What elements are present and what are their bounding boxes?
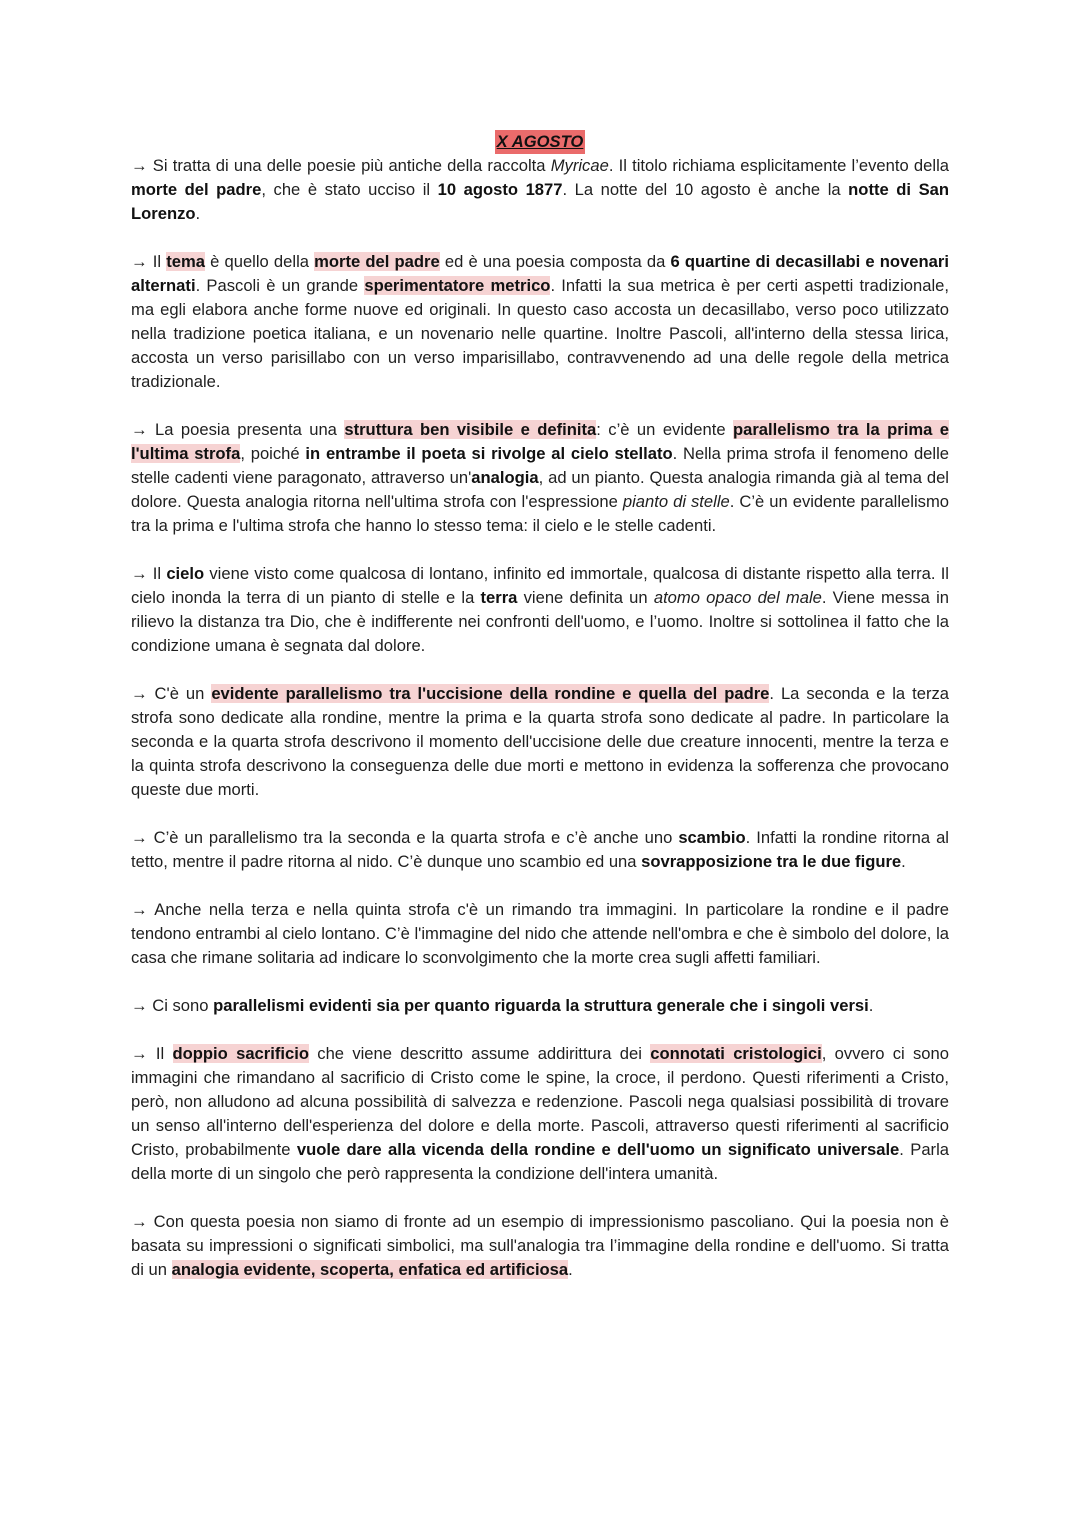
bold-text: sovrapposizione tra le due figure: [641, 852, 902, 871]
bold-text: analogia: [471, 468, 539, 487]
highlighted-text: struttura ben visibile e definita: [344, 420, 597, 439]
text-run: : c’è un evidente: [596, 420, 733, 439]
text-run: è quello della: [204, 252, 315, 271]
document-body: [131, 154, 949, 1282]
text-run: . Il titolo richiama esplicitamente l’evento della: [608, 156, 949, 175]
text-run: , ad un pianto. Questa analogia rimanda già al tema del dolore. Questa analogia ritorna nell'ultima strofa con l'espressione: [131, 468, 949, 511]
text-run: → La poesia presenta una: [131, 420, 345, 439]
paragraph: [131, 994, 949, 1018]
paragraph: [131, 562, 949, 658]
highlighted-text: tema: [166, 252, 205, 271]
paragraph: [131, 898, 949, 970]
text-run: → Anche nella terza e nella quinta strofa c'è un rimando tra immagini. In particolare la rondine e il padre tendono entrambi al cielo lontano. C’è l'immagine del nido che attende nell'ombra e che è simbolo del dolore, la casa che rimane solitaria ad indicare lo sconvolgimento che la morte crea sugli affetti familiari.: [131, 900, 949, 967]
paragraph: [131, 1042, 949, 1186]
paragraph: [131, 250, 949, 394]
bold-text: 6 quartine di decasillabi e novenari alternati: [131, 252, 949, 295]
bold-text: morte del padre: [131, 180, 262, 199]
text-run: → C'è un: [131, 684, 212, 703]
text-run: . Nella prima strofa il fenomeno delle stelle cadenti viene paragonato, attraverso un': [131, 444, 950, 487]
text-run: viene definita un: [517, 588, 654, 607]
text-run: .: [901, 852, 906, 871]
text-run: . Parla della morte di un singolo che però rappresenta la condizione dell'intera umanità.: [131, 1140, 949, 1183]
text-run: → Si tratta di una delle poesie più antiche della raccolta: [131, 156, 551, 175]
text-run: .: [195, 204, 201, 223]
highlighted-text: sperimentatore metrico: [364, 276, 551, 295]
text-run: . C’è un evidente parallelismo tra la prima e l'ultima strofa che hanno lo stesso tema: il cielo e le stelle cadenti.: [131, 492, 949, 535]
paragraph: [131, 682, 949, 802]
bold-text: scambio: [678, 828, 746, 847]
text-run: → Il: [131, 252, 167, 271]
text-run: → Il: [131, 564, 167, 583]
text-run: .: [568, 1260, 573, 1279]
italic-text: atomo opaco del male: [653, 588, 822, 607]
text-run: → Con questa poesia non siamo di fronte ad un esempio di impressionismo pascoliano. Qui la poesia non è basata su impressioni o significati simbolici, ma sull'analogia tra l’immagine della rondine e dell'uomo. Si tratta di un: [131, 1212, 949, 1279]
text-run: , che è stato ucciso il: [261, 180, 438, 199]
bold-text: 10 agosto 1877: [437, 180, 563, 199]
bold-text: cielo: [166, 564, 205, 583]
paragraph: [131, 826, 949, 874]
text-run: viene visto come qualcosa di lontano, infinito ed immortale, qualcosa di distante rispetto alla terra. Il cielo inonda la terra di un pianto di stelle e la: [131, 564, 949, 607]
highlighted-text: doppio sacrificio: [172, 1044, 309, 1063]
text-run: ed è una poesia composta da: [439, 252, 671, 271]
paragraph: [131, 154, 949, 226]
highlighted-text: morte del padre: [314, 252, 440, 271]
bold-text: in entrambe il poeta si rivolge al cielo stellato: [305, 444, 673, 463]
text-run: .: [868, 996, 874, 1015]
paragraph: [131, 1210, 949, 1282]
text-run: → Ci sono: [131, 996, 214, 1015]
text-run: . Infatti la sua metrica è per certi aspetti tradizionale, ma egli elabora anche forme nuove ed originali. In questo caso accosta un decasillabo, verso poco utilizzato nella tradizione poetica italiana, e un novenario nelle quartine. Inoltre Pascoli, all'interno della stessa lirica, accosta un verso parisillabo con un verso imparisillabo, contravvenendo ad una delle regole della metrica tradizionale.: [131, 276, 949, 391]
bold-text: parallelismi evidenti sia per quanto riguarda la struttura generale che i singoli versi: [213, 996, 869, 1015]
document-title: X AGOSTO: [495, 130, 586, 154]
italic-text: Myricae: [550, 156, 609, 175]
text-run: , poiché: [240, 444, 306, 463]
paragraph: [131, 418, 949, 538]
text-run: . La seconda e la terza strofa sono dedicate alla rondine, mentre la prima e la quarta strofa sono dedicate al padre. In particolare la seconda e la quarta strofa descrivono il momento dell'uccisione delle due creature innocenti, mentre la terza e la quinta strofa descrivono la conseguenza delle due morti e mettono in evidenza la sofferenza che provocano queste due morti.: [131, 684, 950, 799]
text-run: . Infatti la rondine ritorna al tetto, mentre il padre ritorna al nido. C’è dunque uno scambio ed una: [131, 828, 949, 871]
text-run: → C’è un parallelismo tra la seconda e la quarta strofa e c’è anche uno: [131, 828, 679, 847]
bold-text: terra: [480, 588, 518, 607]
bold-text: notte di San Lorenzo: [131, 180, 949, 223]
highlighted-text: evidente parallelismo tra l'uccisione della rondine e quella del padre: [211, 684, 770, 703]
bold-text: vuole dare alla vicenda della rondine e dell'uomo un significato universale: [296, 1140, 900, 1159]
italic-text: pianto di stelle: [622, 492, 730, 511]
text-run: . La notte del 10 agosto è anche la: [562, 180, 849, 199]
highlighted-text: connotati cristologici: [650, 1044, 822, 1063]
text-run: → Il: [131, 1044, 173, 1063]
title-row: [131, 130, 949, 154]
text-run: . Pascoli è un grande: [195, 276, 365, 295]
highlighted-text: parallelismo tra la prima e l'ultima strofa: [131, 420, 949, 463]
highlighted-text: analogia evidente, scoperta, enfatica ed artificiosa: [171, 1260, 569, 1279]
text-run: , ovvero ci sono immagini che rimandano al sacrificio di Cristo come le spine, la croce, il perdono. Questi riferimenti a Cristo, però, non alludono ad alcuna possibilità di salvezza e redenzione. Pascoli nega qualsiasi possibilità di trovare un senso all'interno dell'esperienza del dolore e della morte. Pascoli, attraverso questi riferimenti al sacrificio Cristo, probabilmente: [131, 1044, 949, 1159]
text-run: . Viene messa in rilievo la distanza tra Dio, che è indifferente nei confronti dell'uomo, e l’uomo. Inoltre si sottolinea il fatto che la condizione umana è segnata dal dolore.: [131, 588, 949, 655]
text-run: che viene descritto assume addirittura dei: [308, 1044, 651, 1063]
